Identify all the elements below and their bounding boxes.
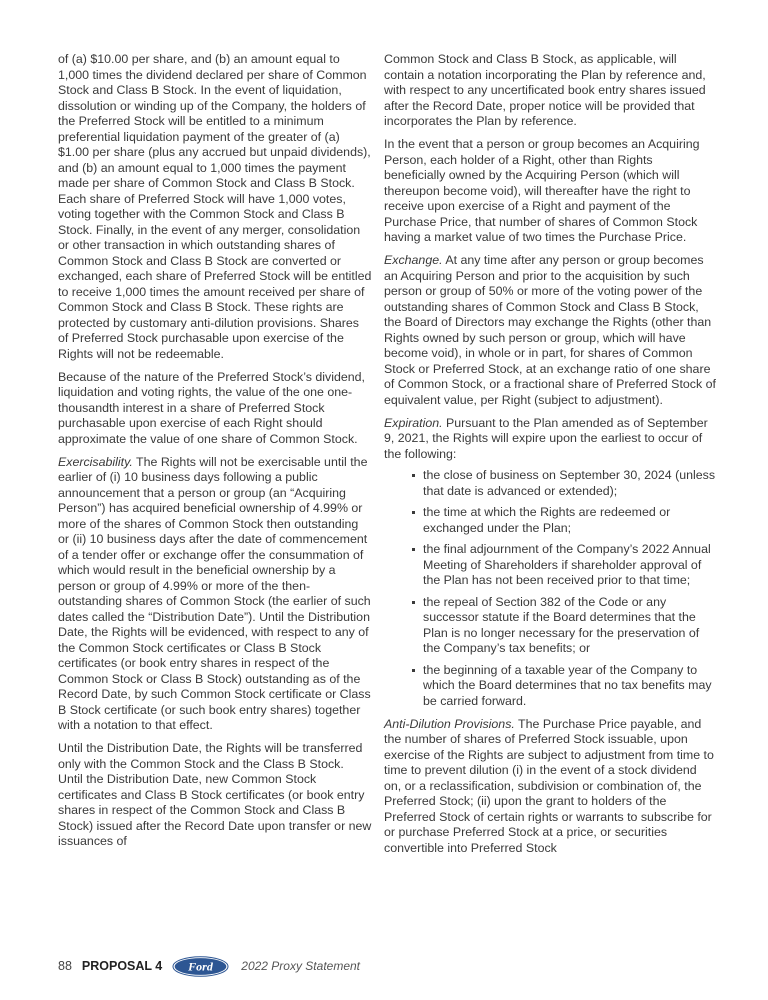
paragraph-transfer: [58, 741, 372, 850]
paragraph-text: Common Stock and Class B Stock, as applicable, will contain a notation incorporating the Plan by reference and, with respect to any uncertificated book entry shares issued after the Record Date, proper notice will be provided that incorporates the Plan by reference.: [384, 52, 706, 128]
paragraph-text: Pursuant to the Plan amended as of September 9, 2021, the Rights will expire upon the earliest to occur of the following:: [384, 415, 708, 461]
paragraph-lead-anti-dilution: Anti-Dilution Provisions.: [384, 716, 515, 731]
paragraph-lead-exchange: Exchange.: [384, 253, 443, 267]
expiration-bullet-list: [384, 468, 716, 709]
page-number: 88: [58, 959, 72, 973]
paragraph-text: The Rights will not be exercisable until the earlier of (i) 10 business days following a public announcement that a person or group (an “Acquiring Person”) has acquired beneficial ownership of 4.99% or more of the shares of Common Stock then outstanding or (ii) 10 business days after the date of commencement of a tender offer or exchange offer the consummation of which would result in the beneficial ownership by a person or group of 4.99% or more of the then-outstanding shares of Common Stock (the earlier of such dates called the “Distribution Date”). Until the Distribution Date, the Rights will be evidenced, with respect to any of the Common Stock certificates or Class B Stock certificates (or book entry shares in respect of the Common Stock or Class B Stock) outstanding as of the Record Date, by such Common Stock certificate or Class B Stock certificate (or such book entry shares) together with a notation to that effect.: [58, 454, 371, 732]
document-title: 2022 Proxy Statement: [241, 959, 360, 973]
bullet-item: the beginning of a taxable year of the Company to which the Board determines that no tax benefits may be carried forward.: [423, 663, 716, 710]
page-footer: [58, 956, 360, 976]
paragraph-acquiring-person: [384, 137, 716, 246]
paragraph-exercisability: [58, 455, 372, 734]
paragraph-lead-exercisability: Exercisability.: [58, 454, 133, 469]
bullet-item: the time at which the Rights are redeemed or exchanged under the Plan;: [423, 505, 716, 536]
paragraph-anti-dilution: [384, 717, 716, 857]
paragraph-exchange: [384, 253, 716, 408]
bullet-item: the repeal of Section 382 of the Code or any successor statute if the Board determines that the Plan is no longer necessary for the preservation of the Company’s tax benefits; or: [423, 595, 716, 657]
paragraph-text: of (a) $10.00 per share, and (b) an amount equal to 1,000 times the dividend declared per share of Common Stock and Class B Stock. In the event of liquidation, dissolution or winding up of the Company, the holders of the Preferred Stock will be entitled to a minimum preferential liquidation payment of the greater of (a) $1.00 per share (plus any accrued but unpaid dividends), and (b) an amount equal to 1,000 times the payment made per share of Common Stock and Class B Stock. Each share of Preferred Stock will have 1,000 votes, voting together with the Common Stock and Class B Stock. Finally, in the event of any merger, consolidation or other transaction in which outstanding shares of Common Stock and Class B Stock are converted or exchanged, each share of Preferred Stock will be entitled to receive 1,000 times the amount received per share of Common Stock and Class B Stock. These rights are protected by customary anti-dilution provisions. Shares of Preferred Stock purchasable upon exercise of the Rights will not be redeemable.: [58, 52, 372, 361]
paragraph-text: Because of the nature of the Preferred Stock’s dividend, liquidation and voting rights, the value of the one one-thousandth interest in a share of Preferred Stock purchasable upon exercise of each Right should approximate the value of one share of Common Stock.: [58, 369, 365, 446]
paragraph-preferred-stock-terms: [58, 52, 372, 362]
left-column: [58, 52, 372, 857]
bullet-item: the final adjournment of the Company’s 2022 Annual Meeting of Shareholders if shareholder approval of the Plan has not been received prior to that time;: [423, 542, 716, 589]
paragraph-text: In the event that a person or group becomes an Acquiring Person, each holder of a Right, other than Rights beneficially owned by the Acquiring Person (which will thereupon become void), will thereafter have the right to receive upon exercise of a Right and payment of the Purchase Price, that number of shares of Common Stock having a market value of two times the Purchase Price.: [384, 137, 700, 244]
paragraph-preferred-stock-value: [58, 370, 372, 448]
paragraph-notation: [384, 52, 716, 130]
paragraph-text: Until the Distribution Date, the Rights will be transferred only with the Common Stock and the Class B Stock. Until the Distribution Date, new Common Stock certificates and Class B Stock certificates (or book entry shares in respect of the Common Stock and Class B Stock) issued after the Record Date upon transfer or new issuances of: [58, 741, 372, 848]
bullet-item: the close of business on September 30, 2024 (unless that date is advanced or extended);: [423, 468, 716, 498]
svg-text:Ford: Ford: [188, 959, 214, 974]
section-label: PROPOSAL 4: [81, 959, 163, 973]
paragraph-text: The Purchase Price payable, and the number of shares of Preferred Stock issuable, upon exercise of the Rights are subject to adjustment from time to time to prevent dilution (i) in the event of a stock dividend on, or a reclassification, subdivision or combination of, the Preferred Stock; (ii) upon the grant to holders of the Preferred Stock of certain rights or warrants to subscribe for or purchase Preferred Stock at a price, or securities convertible into Preferred Stock: [384, 716, 714, 855]
paragraph-text: At any time after any person or group becomes an Acquiring Person and prior to the acquisition by such person or group of 50% or more of the voting power of the outstanding shares of Common Stock and Class B Stock, the Board of Directors may exchange the Rights (other than Rights owned by such person or group, which will have become void), in whole or in part, for shares of Common Stock or Preferred Stock, at an exchange ratio of one share of Common Stock, or a fractional share of Preferred Stock of equivalent value, per Right (subject to adjustment).: [384, 253, 716, 407]
paragraph-expiration: [384, 416, 716, 463]
paragraph-lead-expiration: Expiration.: [384, 415, 443, 430]
right-column: [384, 52, 716, 864]
ford-logo-icon: [172, 956, 229, 977]
